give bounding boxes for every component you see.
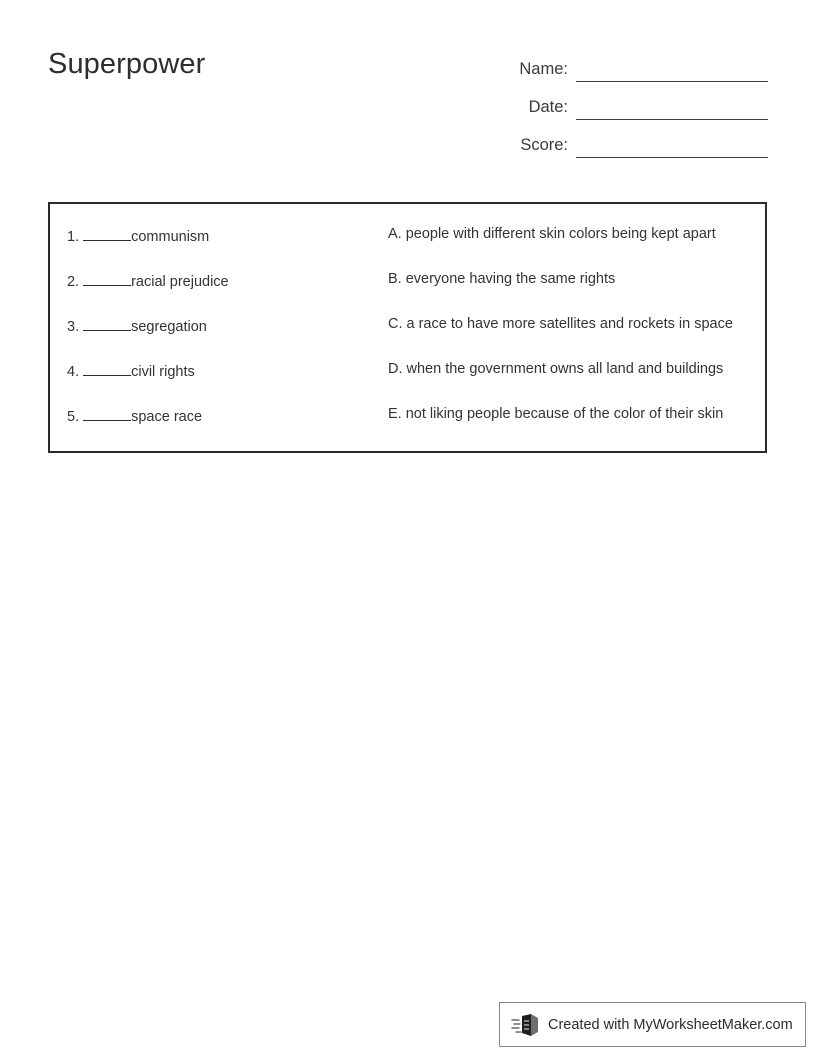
question-number: 2.: [67, 274, 80, 290]
answer-blank[interactable]: [83, 316, 131, 331]
choice-letter: A.: [388, 226, 402, 242]
choice-text: when the government owns all land and buildings: [406, 361, 724, 377]
name-field-label: Name:: [519, 60, 568, 78]
question-term: communism: [131, 229, 210, 245]
question-number: 1.: [67, 229, 80, 245]
choice-letter: D.: [388, 361, 403, 377]
score-field-row: [456, 120, 768, 158]
matching-question-row: [67, 406, 387, 451]
question-term: segregation: [131, 319, 207, 335]
student-info-fields: [456, 44, 768, 158]
worksheet-maker-logo-icon: [511, 1012, 541, 1038]
matching-choice-row: [388, 316, 758, 361]
worksheet-header: [48, 44, 768, 164]
name-field-row: [456, 44, 768, 82]
choice-text: everyone having the same rights: [405, 271, 616, 287]
matching-question-row: [67, 316, 387, 361]
matching-question-row: [67, 271, 387, 316]
matching-choices-column: [388, 226, 758, 451]
matching-exercise-box: [48, 202, 767, 453]
choice-text: a race to have more satellites and rockets in space: [406, 316, 733, 332]
answer-blank[interactable]: [83, 226, 131, 241]
answer-blank[interactable]: [83, 271, 131, 286]
matching-question-row: [67, 361, 387, 406]
date-field-row: [456, 82, 768, 120]
question-number: 4.: [67, 364, 80, 380]
choice-letter: E.: [388, 406, 402, 422]
matching-choice-row: [388, 406, 758, 451]
question-term: racial prejudice: [131, 274, 229, 290]
matching-choice-row: [388, 361, 758, 406]
choice-text: not liking people because of the color of their skin: [405, 406, 724, 422]
date-input-line[interactable]: [576, 98, 768, 120]
question-term: space race: [131, 409, 203, 425]
date-field-label: Date:: [528, 98, 568, 116]
choice-text: people with different skin colors being kept apart: [405, 226, 716, 242]
question-number: 5.: [67, 409, 80, 425]
matching-question-row: [67, 226, 387, 271]
question-number: 3.: [67, 319, 80, 335]
question-term: civil rights: [131, 364, 195, 380]
name-input-line[interactable]: [576, 60, 768, 82]
answer-blank[interactable]: [83, 406, 131, 421]
matching-terms-column: [67, 226, 387, 451]
score-field-label: Score:: [520, 136, 568, 154]
footer-attribution-text: Created with MyWorksheetMaker.com: [548, 1016, 793, 1033]
choice-letter: C.: [388, 316, 403, 332]
footer-attribution-badge[interactable]: [499, 1002, 806, 1047]
matching-choice-row: [388, 271, 758, 316]
answer-blank[interactable]: [83, 361, 131, 376]
score-input-line[interactable]: [576, 136, 768, 158]
matching-choice-row: [388, 226, 758, 271]
choice-letter: B.: [388, 271, 402, 287]
page-title: Superpower: [48, 48, 206, 80]
